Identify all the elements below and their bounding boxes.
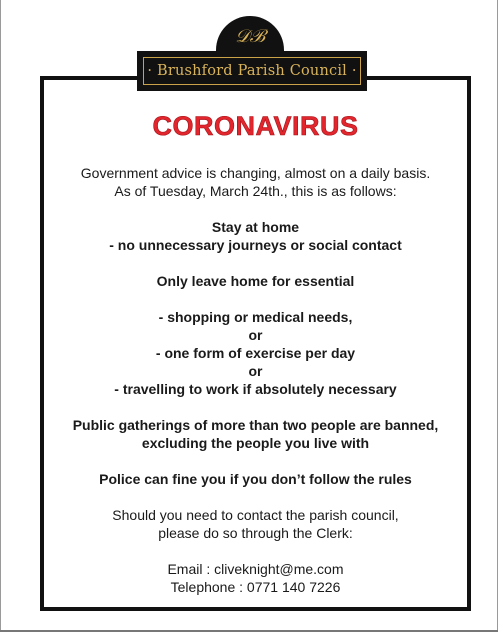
spacer bbox=[44, 254, 467, 272]
notice-content bbox=[44, 110, 467, 596]
essential-or-1: or bbox=[248, 327, 263, 343]
notice-title: CORONAVIRUS bbox=[152, 111, 359, 141]
intro-line-1: Government advice is changing, almost on a daily basis. bbox=[80, 165, 431, 181]
contact-intro-line-1: Should you need to contact the parish council, bbox=[112, 507, 399, 523]
spacer bbox=[44, 290, 467, 308]
police-warning: Police can fine you if you don’t follow the rules bbox=[99, 471, 412, 487]
council-name: · Brushford Parish Council · bbox=[147, 63, 357, 79]
spacer bbox=[44, 200, 467, 218]
essential-item-exercise: - one form of exercise per day bbox=[155, 345, 356, 361]
essential-item-shopping: - shopping or medical needs, bbox=[158, 309, 353, 325]
council-monogram: 𝒟ℬ bbox=[235, 26, 265, 47]
page-edge-left bbox=[0, 0, 1, 632]
essential-heading: Only leave home for essential bbox=[156, 273, 355, 289]
essential-or-2: or bbox=[248, 363, 263, 379]
spacer bbox=[44, 452, 467, 470]
stay-home-detail: - no unnecessary journeys or social contact bbox=[109, 237, 402, 253]
intro-line-2: As of Tuesday, March 24th., this is as follows: bbox=[114, 183, 397, 199]
spacer bbox=[44, 488, 467, 506]
essential-item-work: - travelling to work if absolutely necessary bbox=[114, 381, 397, 397]
spacer bbox=[44, 542, 467, 560]
council-name-plate bbox=[137, 51, 367, 91]
clerk-email: Email : cliveknight@me.com bbox=[167, 561, 344, 577]
gatherings-line-2: excluding the people you live with bbox=[141, 435, 370, 451]
gatherings-line-1: Public gatherings of more than two people are banned, bbox=[72, 417, 439, 433]
clerk-telephone: Telephone : 0771 140 7226 bbox=[170, 579, 341, 595]
spacer bbox=[44, 398, 467, 416]
contact-intro-line-2: please do so through the Clerk: bbox=[158, 525, 353, 541]
stay-home-heading: Stay at home bbox=[211, 219, 300, 235]
